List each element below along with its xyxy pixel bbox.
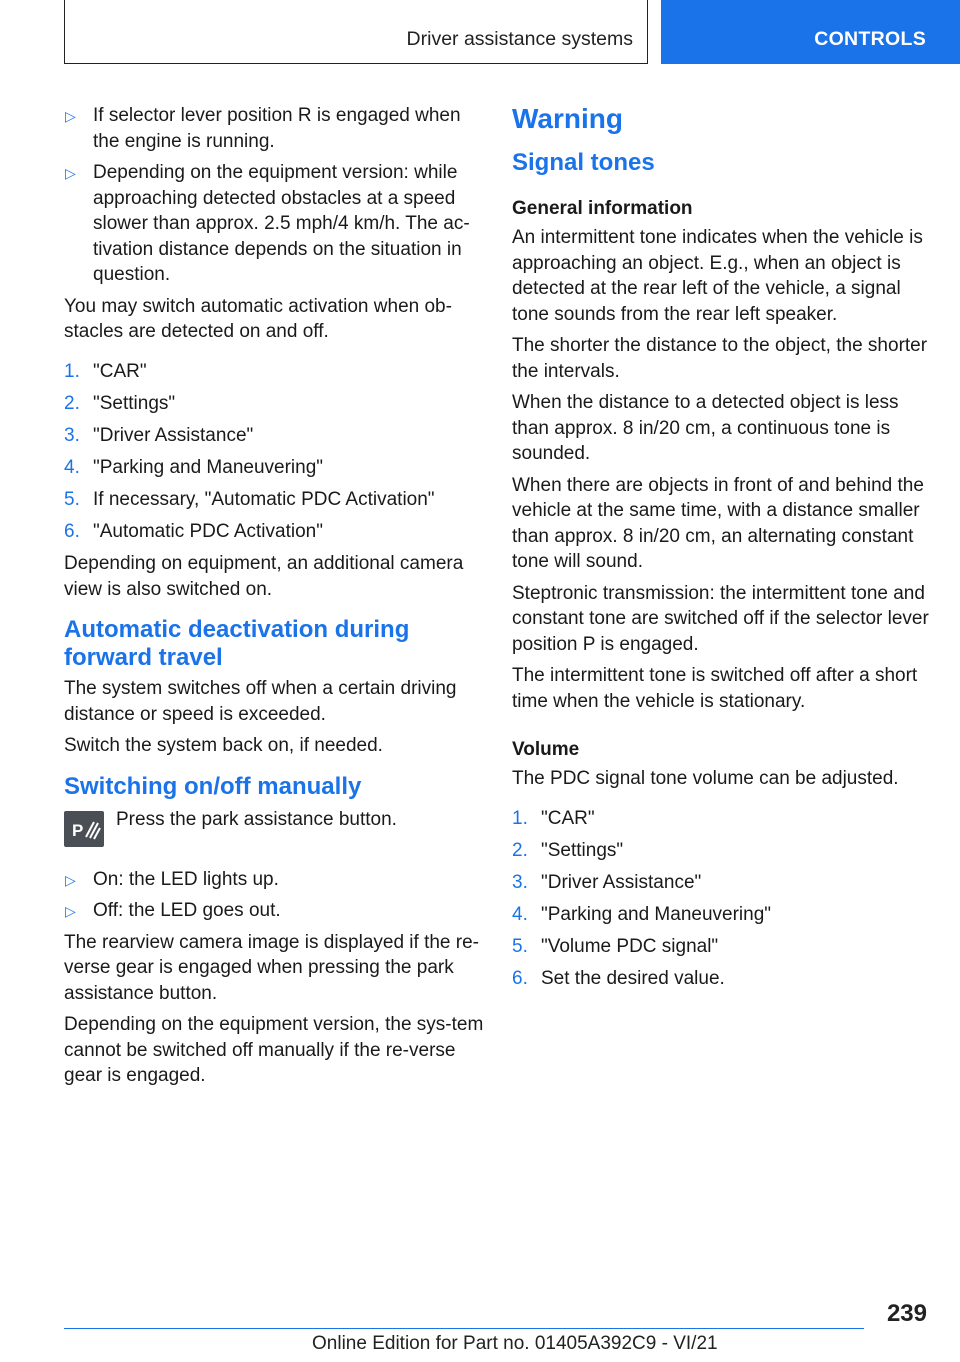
- step-item: 4. "Parking and Maneuvering": [512, 903, 772, 925]
- heading-switching-manually: Switching on/off manually: [64, 772, 362, 800]
- heading-signal-tones: Signal tones: [512, 149, 655, 176]
- left-column: [64, 103, 486, 1095]
- step-item: 3. "Driver Assistance": [64, 424, 254, 446]
- step-item: 5. If necessary, "Automatic PDC Activation": [64, 488, 435, 510]
- step-item: 2. "Settings": [64, 392, 176, 414]
- step-item: 6. "Automatic PDC Activation": [64, 520, 323, 542]
- page-number: 239: [886, 1300, 927, 1327]
- heading-warning: Warning: [512, 103, 623, 134]
- header-chapter-tab[interactable]: [661, 0, 960, 64]
- header-section-box: [64, 0, 648, 64]
- triangle-right-icon: ▷: [65, 108, 76, 124]
- paragraph-camera: Depending on equipment, an additional camera view is also switched on.: [64, 553, 464, 600]
- bullet-item: ▷ If selector lever position R is engaged when the engine is running.: [65, 105, 461, 152]
- steps-list-volume: [512, 806, 930, 992]
- park-assist-button-icon: [64, 811, 104, 847]
- paragraph-auto-deactivation: The system switches off when a certain driving distance or speed is exceeded.: [64, 678, 457, 725]
- park-assist-instruction: [64, 807, 486, 851]
- step-item: 4. "Parking and Maneuvering": [64, 456, 324, 478]
- paragraph-switch-back: Switch the system back on, if needed.: [64, 735, 383, 757]
- triangle-right-icon: ▷: [65, 165, 76, 181]
- paragraph-general: The shorter the distance to the object, the shorter the intervals.: [512, 335, 928, 382]
- footer-divider: [64, 1328, 864, 1329]
- right-column: [512, 103, 930, 998]
- paragraph-general: The intermittent tone is switched off after a short time when the vehicle is stationary.: [512, 665, 918, 712]
- heading-general-information: General information: [512, 198, 693, 219]
- paragraph-general: When there are objects in front of and behind the vehicle at the same time, with a distance smaller than approx. 8 in/20 cm, an alternating constant tone will sound.: [512, 474, 924, 572]
- footer-edition: Online Edition for Part no. 01405A392C9 - VI/21: [312, 1333, 718, 1354]
- heading-volume: Volume: [512, 739, 580, 760]
- step-item: 1. "CAR": [64, 360, 147, 382]
- press-button-text: Press the park assistance button.: [116, 808, 397, 830]
- bullet-item: ▷ Depending on the equipment version: while approaching detected obstacles at a speed slower than approx. 2.5 mph/4 km/h. The ac-tivation distance depends on the situation in question.: [65, 162, 470, 285]
- paragraph-rearview: The rearview camera image is displayed if the re-verse gear is engaged when pressing the park assistance button.: [64, 931, 480, 1004]
- step-item: 5. "Volume PDC signal": [512, 935, 719, 957]
- paragraph-general: When the distance to a detected object is less than approx. 8 in/20 cm, a continuous tone is sounded.: [512, 392, 899, 464]
- step-item: 3. "Driver Assistance": [512, 871, 702, 893]
- steps-list-activation: [64, 359, 486, 545]
- header-chapter-label: CONTROLS: [814, 28, 926, 50]
- bullet-item: ▷ On: the LED lights up.: [64, 867, 486, 893]
- paragraph-general: Steptronic transmission: the intermittent tone and constant tone are switched off if the selector lever position P is engaged.: [512, 582, 929, 655]
- step-item: 1. "CAR": [512, 807, 595, 829]
- bullet-item: ▷ Off: the LED goes out.: [64, 898, 486, 924]
- step-item: 6. Set the desired value.: [512, 967, 725, 989]
- svg-text:P: P: [72, 820, 84, 840]
- paragraph-general: An intermittent tone indicates when the vehicle is approaching an object. E.g., when an object is detected at the rear left of the vehicle, a signal tone sounds from the rear left speaker.: [512, 227, 923, 325]
- triangle-right-icon: ▷: [65, 871, 76, 888]
- heading-automatic-deactivation: Automatic deactivation during forward travel: [64, 616, 410, 672]
- paragraph-volume: The PDC signal tone volume can be adjusted.: [512, 768, 899, 789]
- paragraph-depending: Depending on the equipment version, the sys-tem cannot be switched off manually if the re-verse gear is engaged.: [64, 1014, 484, 1087]
- header-section-title: Driver assistance systems: [406, 28, 633, 50]
- step-item: 2. "Settings": [512, 839, 624, 861]
- paragraph-switch-activation: You may switch automatic activation when ob-stacles are detected on and off.: [64, 295, 452, 342]
- triangle-right-icon: ▷: [65, 903, 76, 920]
